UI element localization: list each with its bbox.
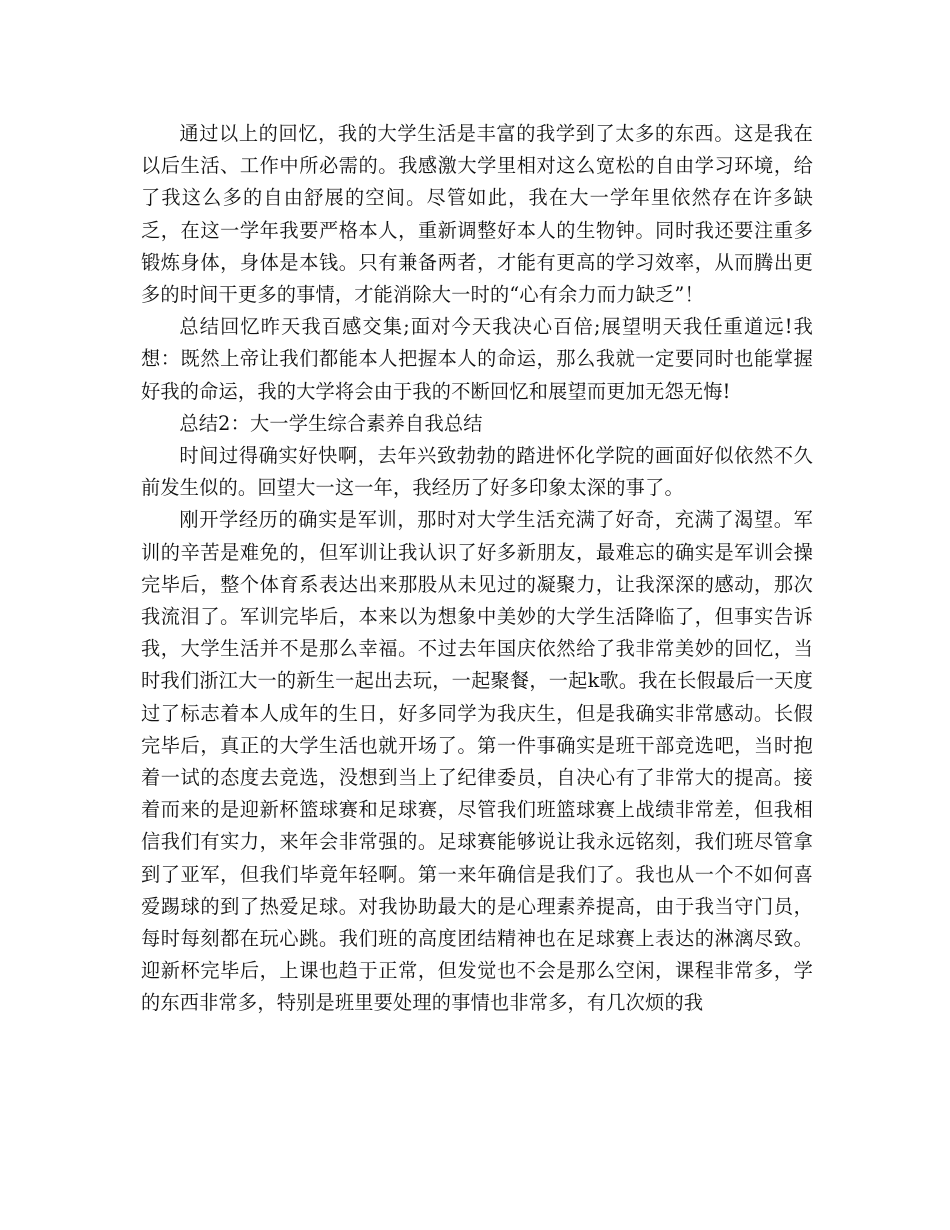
paragraph: 通过以上的回忆，我的大学生活是丰富的我学到了太多的东西。这是我在以后生活、工作中所必需的。我感激大学里相对这么宽松的自由学习环境，给了我这么多的自由舒展的空间。尽管如此，我在大一学年里依然存在许多缺乏，在这一学年我要严格本人，重新调整好本人的生物钟。同时我还要注重多锻炼身体，身体是本钱。只有兼备两者，才能有更高的学习效率，从而腾出更多的时间干更多的事情，才能消除大一时的“心有余力而力缺乏”！ bbox=[141, 122, 813, 307]
section-heading: 总结2：大一学生综合素养自我总结 bbox=[179, 411, 483, 435]
document-body bbox=[141, 118, 813, 1020]
paragraph: 刚开学经历的确实是军训，那时对大学生活充满了好奇，充满了渴望。军训的辛苦是难免的，但军训让我认识了好多新朋友，最难忘的确实是军训会操完毕后，整个体育系表达出来那股从未见过的凝聚力，让我深深的感动，那次我流泪了。军训完毕后，本来以为想象中美妙的大学生活降临了，但事实告诉我，大学生活并不是那么幸福。不过去年国庆依然给了我非常美妙的回忆，当时我们浙江大一的新生一起出去玩，一起聚餐，一起k歌。我在长假最后一天度过了标志着本人成年的生日，好多同学为我庆生，但是我确实非常感动。长假完毕后，真正的大学生活也就开场了。第一件事确实是班干部竞选吧，当时抱着一试的态度去竞选，没想到当上了纪律委员，自决心有了非常大的提高。接着而来的是迎新杯篮球赛和足球赛，尽管我们班篮球赛上战绩非常差，但我相信我们有实力，来年会非常强的。足球赛能够说让我永远铭刻，我们班尽管拿到了亚军，但我们毕竟年轻啊。第一来年确信是我们了。我也从一个不如何喜爱踢球的到了热爱足球。对我协助最大的是心理素养提高，由于我当守门员，每时每刻都在玩心跳。我们班的高度团结精神也在足球赛上表达的淋漓尽致。迎新杯完毕后，上课也趋于正常，但发觉也不会是那么空闲，课程非常多，学的东西非常多，特别是班里要处理的事情也非常多，有几次烦的我 bbox=[141, 508, 813, 1015]
paragraph: 时间过得确实好快啊，去年兴致勃勃的踏进怀化学院的画面好似依然不久前发生似的。回望大一这一年，我经历了好多印象太深的事了。 bbox=[141, 444, 813, 500]
paragraph: 总结回忆昨天我百感交集;面对今天我决心百倍;展望明天我任重道远!我想：既然上帝让我们都能本人把握本人的命运，那么我就一定要同时也能掌握好我的命运，我的大学将会由于我的不断回忆和展望而更加无怨无悔! bbox=[141, 315, 813, 403]
